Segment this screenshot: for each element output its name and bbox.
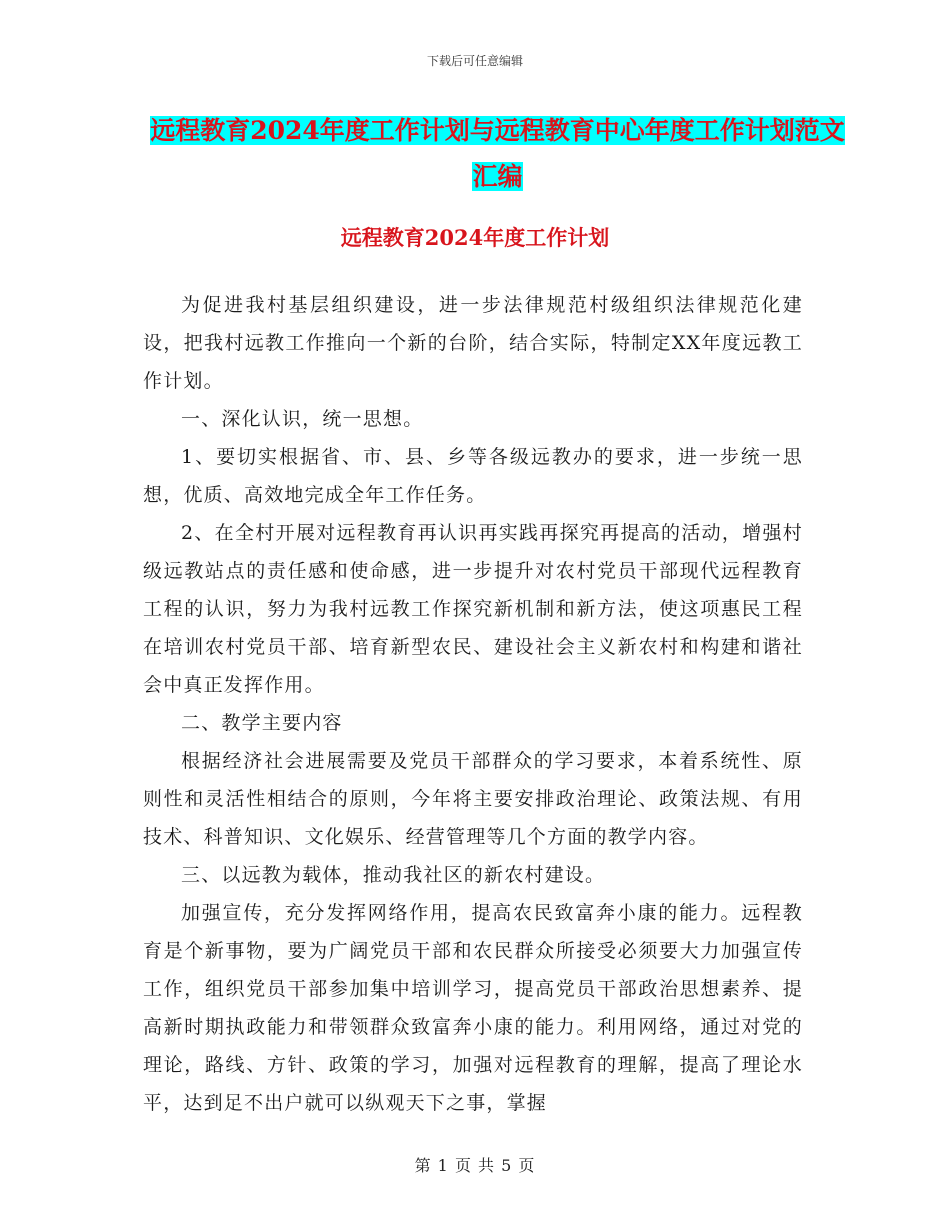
document-body [143, 286, 803, 1122]
paragraph: 2、在全村开展对远程教育再认识再实践再探究再提高的活动，增强村级远教站点的责任感和使命感，进一步提升对农村党员干部现代远程教育工程的认识，努力为我村远教工作探究新机制和新方法，使这项惠民工程在培训农村党员干部、培育新型农民、建设社会主义新农村和构建和谐社会中真正发挥作用。 [143, 522, 803, 696]
paragraph: 二、教学主要内容 [181, 712, 343, 734]
document-title-text: 远程教育2024年度工作计划与远程教育中心年度工作计划范文汇编 [150, 116, 845, 191]
document-title [145, 108, 850, 200]
paragraph: 加强宣传，充分发挥网络作用，提高农民致富奔小康的能力。远程教育是个新事物，要为广阔党员干部和农民群众所接受必须要大力加强宣传工作，组织党员干部参加集中培训学习，提高党员干部政治思想素养、提高新时期执政能力和带领群众致富奔小康的能力。利用网络，通过对党的理论，路线、方针、政策的学习，加强对远程教育的理解，提高了理论水平，达到足不出户就可以纵观天下之事，掌握 [143, 902, 803, 1114]
paragraph: 一、深化认识，统一思想。 [181, 408, 424, 430]
paragraph: 三、以远教为载体，推动我社区的新农村建设。 [181, 864, 606, 886]
section-title: 远程教育2024年度工作计划 [340, 225, 610, 250]
header-note: 下载后可任意编辑 [426, 54, 523, 68]
paragraph: 为促进我村基层组织建设，进一步法律规范村级组织法律规范化建设，把我村远教工作推向一个新的台阶，结合实际，特制定XX年度远教工作计划。 [143, 294, 803, 392]
paragraph: 根据经济社会进展需要及党员干部群众的学习要求，本着系统性、原则性和灵活性相结合的原则，今年将主要安排政治理论、政策法规、有用技术、科普知识、文化娱乐、经营管理等几个方面的教学内容。 [143, 750, 803, 848]
paragraph: 1、要切实根据省、市、县、乡等各级远教办的要求，进一步统一思想，优质、高效地完成全年工作任务。 [143, 446, 803, 506]
page-footer: 第 1 页 共 5 页 [414, 1156, 536, 1175]
